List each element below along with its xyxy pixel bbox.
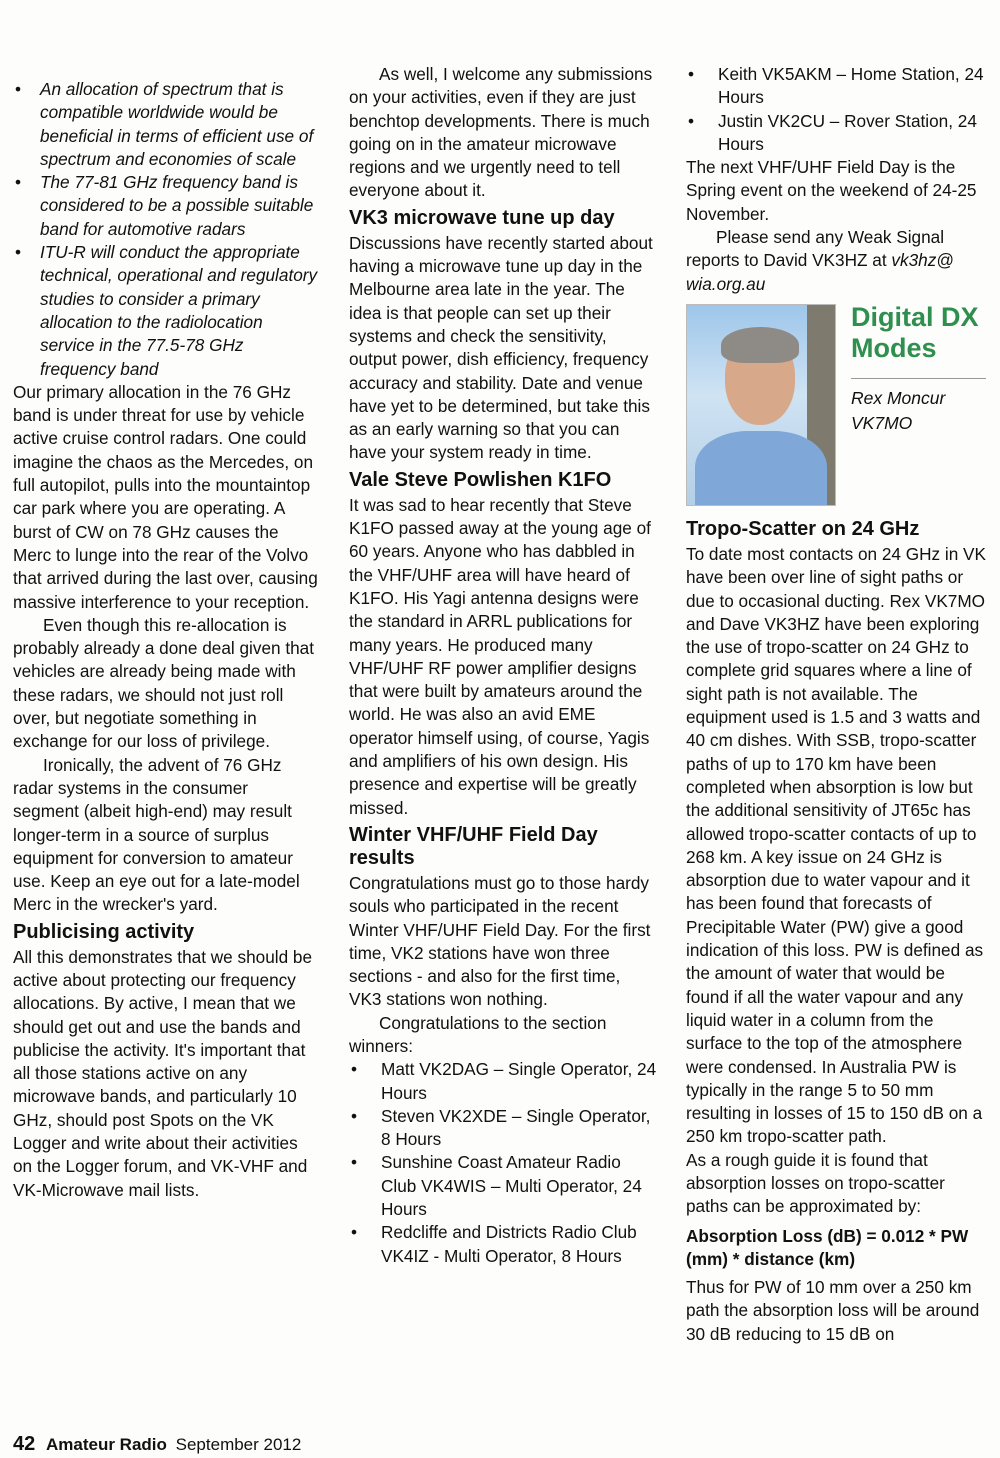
issue-date: September 2012 — [175, 1435, 302, 1454]
list-item: • Steven VK2XDE – Single Operator, 8 Hours — [349, 1105, 657, 1152]
heading-vale: Vale Steve Powlishen K1FO — [349, 468, 612, 491]
paragraph: Discussions have recently started about having a microwave tune up day in the Melbourne area late in the year. The idea is that people can set up their systems and check the sensitivity, output power, dish efficiency, frequency accuracy and stability. Date and venue have yet to be determined, but take this as an early warning so that you can have your system ready in time. — [349, 232, 653, 463]
author-profile — [686, 302, 986, 512]
email-address: vk3hz@ wia.org.au — [686, 250, 954, 294]
list-item: • ITU-R will conduct the appropriate technical, operational and regulatory studies to consider a primary allocation to the radiolocation service in the 77.5-78 GHz frequency band — [13, 241, 318, 381]
paragraph: Even though this re-allocation is probably already a done deal given that vehicles are already being made with these radars, we should not just roll over, but negotiate something in exchange for our loss of privilege. — [13, 614, 314, 752]
heading-tune-up-day: VK3 microwave tune up day — [349, 206, 615, 229]
paragraph: To date most contacts on 24 GHz in VK have been over line of sight paths or due to occasional ducting. Rex VK7MO and Dave VK3HZ have been exploring the use of tropo-scatter on 24 GHz to complete grid squares where a line of sight path is not available. The equipment used is 1.5 and 3 watts and 40 cm dishes. With SSB, tropo-scatter paths of up to 170 km have been completed when absorption is low but the additional sensitivity of JT65c has allowed tropo-scatter contacts of up to 268 km. A key issue on 24 GHz is absorption due to water vapour and it has been found that forecasts of Precipitable Water (PW) give a good indication of this loss. PW is defined as the amount of water that would be found if all the water vapour and any liquid water in a column from the surface to the top of the atmosphere were condensed. In Australia PW is typically in the range 5 to 50 mm resulting in losses of 15 to 150 dB on a 250 km tropo-scatter path. — [686, 543, 986, 1147]
paragraph: All this demonstrates that we should be active about protecting our frequency allocations. By active, I mean that we should get out and use the bands and publicise the activity. It's important that all those stations active on any microwave bands, and particularly 10 GHz, should post Spots on the VK Logger and write about their activities on the Logger forum, and VK-VHF and VK-Microwave mail lists. — [13, 946, 313, 1200]
page-footer — [13, 1431, 301, 1458]
paragraph: Our primary allocation in the 76 GHz band is under threat for use by vehicle active cruise control radars. One could imagine the chaos as the Mercedes, on full autopilot, pulls into the mountaintop car park where you are operating. A burst of CW on 78 GHz causes the Merc to lunge into the rear of the Volvo that arrived during the last over, causing massive interference to your reception. — [13, 381, 318, 612]
paragraph: Thus for PW of 10 mm over a 250 km path the absorption loss will be around 30 dB reducing to 15 dB on — [686, 1277, 980, 1344]
paragraph: The next VHF/UHF Field Day is the Spring event on the weekend of 24-25 November. — [686, 157, 977, 224]
page-number: 42 — [13, 1433, 36, 1455]
paragraph-text: Please send any Weak Signal reports to David VK3HZ at — [686, 227, 945, 271]
paragraph: Ironically, the advent of 76 GHz radar systems in the consumer segment (albeit high-end) may result longer-term in a source of surplus equipment for conversion to amateur use. Keep an eye out for a late-model Merc in the wrecker's yard. — [13, 754, 300, 915]
column-2 — [349, 63, 657, 1268]
divider — [851, 378, 986, 379]
paragraph: As well, I welcome any submissions on your activities, even if they are just benchtop developments. There is much going on in the amateur microwave regions and we urgently need to tell everyone about it. — [349, 64, 653, 201]
author-name: Rex Moncur — [851, 387, 946, 408]
list-item: • Redcliffe and Districts Radio Club VK4IZ - Multi Operator, 8 Hours — [349, 1221, 657, 1268]
section-title: Digital DX Modes — [851, 301, 979, 363]
list-item: • Matt VK2DAG – Single Operator, 24 Hours — [349, 1058, 657, 1105]
list-item: • An allocation of spectrum that is compatible worldwide would be beneficial in terms of efficient use of spectrum and economies of scale — [13, 78, 318, 171]
column-3 — [686, 63, 986, 1346]
paragraph: Congratulations must go to those hardy souls who participated in the recent Winter VHF/UHF Field Day. For the first time, VK2 stations have won three sections - and also for the first time, VK3 stations won nothing. — [349, 872, 651, 1010]
list-item: • Sunshine Coast Amateur Radio Club VK4WIS – Multi Operator, 24 Hours — [349, 1151, 657, 1221]
heading-tropo-scatter: Tropo-Scatter on 24 GHz — [686, 517, 920, 540]
column-1 — [13, 78, 318, 1202]
author-photo — [686, 304, 836, 506]
list-item: • Keith VK5AKM – Home Station, 24 Hours — [686, 63, 986, 110]
itu-bullet-list — [13, 78, 318, 381]
list-item: • Justin VK2CU – Rover Station, 24 Hours — [686, 110, 986, 157]
list-item: • The 77-81 GHz frequency band is considered to be a possible suitable band for automotive radars — [13, 171, 318, 241]
winners-list — [349, 1058, 657, 1268]
absorption-formula: Absorption Loss (dB) = 0.012 * PW (mm) * distance (km) — [686, 1225, 969, 1269]
magazine-name: Amateur Radio — [45, 1435, 167, 1454]
heading-field-day-results: Winter VHF/UHF Field Day results — [349, 823, 598, 869]
paragraph: Congratulations to the section winners: — [349, 1012, 607, 1056]
paragraph — [686, 226, 986, 296]
paragraph: As a rough guide it is found that absorption losses on tropo-scatter paths can be approximated by: — [686, 1149, 945, 1217]
heading-publicising-activity: Publicising activity — [13, 920, 195, 943]
author-callsign: VK7MO — [851, 412, 913, 433]
author-byline — [851, 386, 945, 436]
paragraph: It was sad to hear recently that Steve K1FO passed away at the young age of 60 years. Anyone who has dabbled in the VHF/UHF area will have heard of K1FO. His Yagi antenna designs were the standard in ARRL publications for many years. He produced many VHF/UHF RF power amplifier designs that were built by amateurs around the world. He was also an avid EME operator himself using, of course, Yagis and amplifiers of his own design. His presence and expertise will be greatly missed. — [349, 494, 651, 818]
winners-list-continued — [686, 63, 986, 156]
